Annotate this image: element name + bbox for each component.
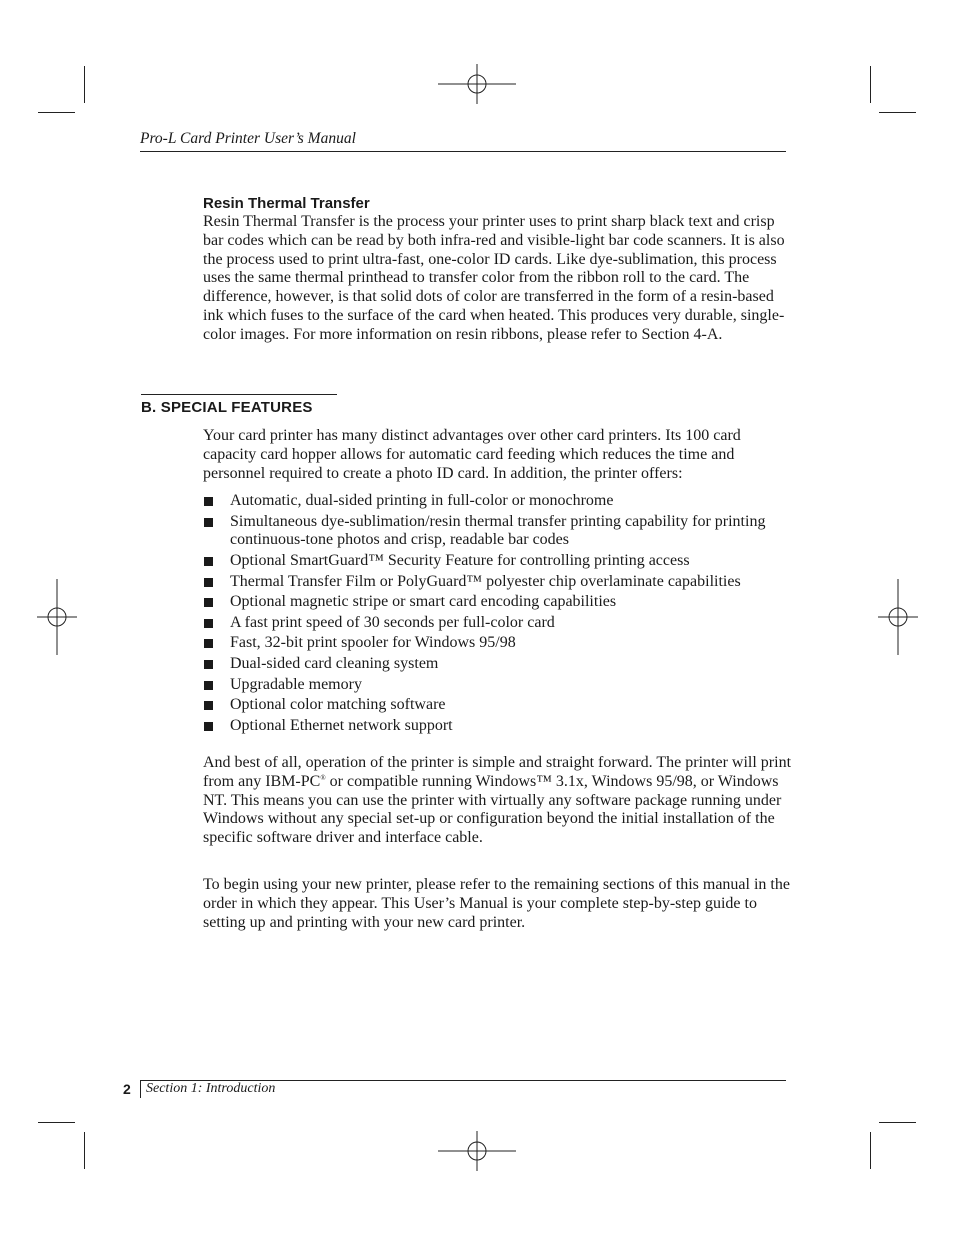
crop-mark bbox=[870, 1132, 871, 1169]
registration-mark-bottom bbox=[438, 1131, 516, 1171]
crop-mark bbox=[84, 66, 85, 103]
crop-mark bbox=[879, 112, 916, 113]
section-rule bbox=[141, 394, 337, 395]
list-item: Automatic, dual-sided printing in full-color or monochrome bbox=[203, 492, 783, 511]
registration-mark-right bbox=[878, 579, 918, 655]
begin-text: To begin using your new printer, please refer to the remaining sections of this manual in the order in which they appear. This User’s Manual is your complete step-by-step guide to setting up and printing with your new card printer. bbox=[203, 876, 790, 931]
features-list bbox=[203, 492, 783, 737]
bullet-square-icon bbox=[204, 578, 213, 587]
bullet-square-icon bbox=[204, 639, 213, 648]
features-intro-text: Your card printer has many distinct advantages over other card printers. Its 100 card capacity card hopper allows for automatic card feeding which reduces the time and personnel required to create a photo ID card. In addition, the printer offers: bbox=[203, 427, 741, 482]
list-item: Simultaneous dye-sublimation/resin thermal transfer printing capability for printing continuous-tone photos and crisp, readable bar codes bbox=[203, 513, 783, 551]
bullet-square-icon bbox=[204, 660, 213, 669]
bullet-square-icon bbox=[204, 497, 213, 506]
bullet-square-icon bbox=[204, 619, 213, 628]
list-item: Optional Ethernet network support bbox=[203, 717, 783, 736]
list-item: Optional color matching software bbox=[203, 696, 783, 715]
bullet-square-icon bbox=[204, 681, 213, 690]
begin-paragraph bbox=[203, 876, 798, 932]
bullet-square-icon bbox=[204, 598, 213, 607]
bullet-square-icon bbox=[204, 518, 213, 527]
bullet-square-icon bbox=[204, 722, 213, 731]
bullet-square-icon bbox=[204, 701, 213, 710]
features-closing bbox=[203, 754, 798, 848]
crop-mark bbox=[38, 112, 75, 113]
list-item: Dual-sided card cleaning system bbox=[203, 655, 783, 674]
crop-mark bbox=[879, 1122, 916, 1123]
registration-mark-left bbox=[37, 579, 77, 655]
resin-heading: Resin Thermal Transfer bbox=[203, 195, 370, 212]
crop-mark bbox=[870, 66, 871, 103]
footer-section-title: Section 1: Introduction bbox=[146, 1081, 276, 1096]
bullet-square-icon bbox=[204, 557, 213, 566]
resin-paragraph bbox=[203, 213, 798, 345]
crop-mark bbox=[38, 1122, 75, 1123]
crop-mark bbox=[84, 1132, 85, 1169]
list-item: Thermal Transfer Film or PolyGuard™ polyester chip overlaminate capabilities bbox=[203, 573, 783, 592]
page-number: 2 bbox=[123, 1081, 131, 1097]
registration-mark-top bbox=[438, 64, 516, 104]
running-header-title: Pro-L Card Printer User’s Manual bbox=[140, 130, 356, 147]
list-item: Optional SmartGuard™ Security Feature for controlling printing access bbox=[203, 552, 783, 571]
features-closing-text: And best of all, operation of the printer is simple and straight forward. The printer will print from any IBM-PC® or compatible running Windows™ 3.1x, Windows 95/98, or Windows NT. This means you can use the printer with virtually any software package running under Windows without any special set-up or configuration beyond the initial installation of the specific software driver and interface cable. bbox=[203, 754, 792, 847]
list-item: Fast, 32-bit print spooler for Windows 95/98 bbox=[203, 634, 783, 653]
registered-mark: ® bbox=[320, 773, 326, 782]
list-item: Upgradable memory bbox=[203, 676, 783, 695]
list-item: Optional magnetic stripe or smart card encoding capabilities bbox=[203, 593, 783, 612]
list-item: A fast print speed of 30 seconds per full-color card bbox=[203, 614, 783, 633]
features-intro bbox=[203, 427, 798, 483]
special-features-heading: B. SPECIAL FEATURES bbox=[141, 399, 313, 416]
footer-divider bbox=[140, 1080, 141, 1098]
resin-body: Resin Thermal Transfer is the process your printer uses to print sharp black text and crisp bar codes which can be read by both infra-red and visible-light bar code scanners. It is also the process used to print ultra-fast, one-color ID cards. Like dye-sublimation, this process uses the same thermal printhead to transfer color from the ribbon roll to the card. The difference, however, is that solid dots of color are transferred in the form of a resin-based ink which fuses to the surface of the card when heated. This produces very durable, single-color images. For more information on resin ribbons, please refer to Section 4-A. bbox=[203, 213, 785, 343]
header-rule bbox=[140, 151, 786, 152]
